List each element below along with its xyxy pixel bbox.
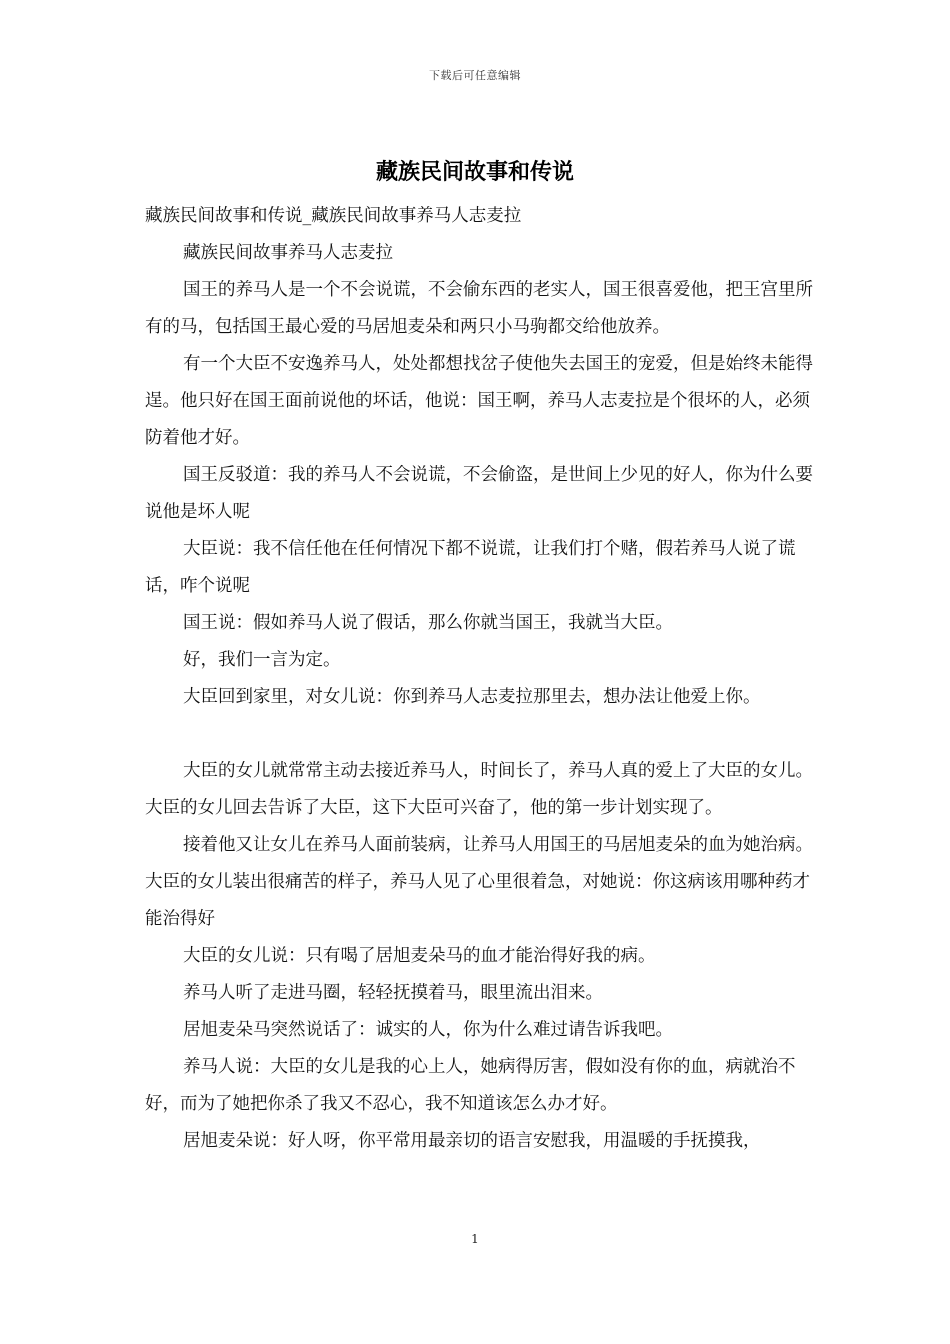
body-paragraph: 养马人听了走进马圈，轻轻抚摸着马，眼里流出泪来。: [183, 983, 603, 1003]
body-paragraph: 有一个大臣不安逸养马人，处处都想找岔子使他失去国王的宠爱，但是始终未能得逞。他只好在国王面前说他的坏话，他说：国王啊，养马人志麦拉是个很坏的人，必须防着他才好。: [145, 354, 813, 448]
body-paragraph: 居旭麦朵马突然说话了：诚实的人，你为什么难过请告诉我吧。: [183, 1020, 673, 1040]
page-number: 1: [471, 1232, 479, 1246]
body-paragraph: 国王的养马人是一个不会说谎，不会偷东西的老实人，国王很喜爱他，把王宫里所有的马，包括国王最心爱的马居旭麦朵和两只小马驹都交给他放养。: [145, 280, 813, 337]
body-paragraph: 好，我们一言为定。: [183, 650, 341, 670]
body-paragraph-subtitle: 藏族民间故事和传说_藏族民间故事养马人志麦拉: [145, 206, 522, 226]
body-paragraph: 大臣的女儿就常常主动去接近养马人，时间长了，养马人真的爱上了大臣的女儿。大臣的女儿回去告诉了大臣，这下大臣可兴奋了，他的第一步计划实现了。: [145, 761, 813, 818]
document-title: 藏族民间故事和传说: [375, 159, 574, 185]
body-paragraph: 大臣回到家里，对女儿说：你到养马人志麦拉那里去，想办法让他爱上你。: [183, 687, 761, 707]
body-paragraph: 藏族民间故事养马人志麦拉: [183, 243, 393, 263]
body-paragraph: 大臣的女儿说：只有喝了居旭麦朵马的血才能治得好我的病。: [183, 946, 656, 966]
document-body: [145, 198, 820, 1160]
body-paragraph: 国王说：假如养马人说了假话，那么你就当国王，我就当大臣。: [183, 613, 673, 633]
body-paragraph: 居旭麦朵说：好人呀，你平常用最亲切的语言安慰我，用温暖的手抚摸我，: [183, 1131, 761, 1151]
body-paragraph: 大臣说：我不信任他在任何情况下都不说谎，让我们打个赌，假若养马人说了谎话，咋个说呢: [145, 539, 796, 596]
paragraph-spacer: [145, 716, 820, 753]
body-paragraph: 接着他又让女儿在养马人面前装病，让养马人用国王的马居旭麦朵的血为她治病。大臣的女儿装出很痛苦的样子，养马人见了心里很着急，对她说：你这病该用哪种药才能治得好: [145, 835, 813, 929]
page-header-note: 下载后可任意编辑: [429, 69, 521, 82]
body-paragraph: 国王反驳道：我的养马人不会说谎，不会偷盗，是世间上少见的好人，你为什么要说他是坏人呢: [145, 465, 813, 522]
body-paragraph: 养马人说：大臣的女儿是我的心上人，她病得厉害，假如没有你的血，病就治不好，而为了她把你杀了我又不忍心，我不知道该怎么办才好。: [145, 1057, 796, 1114]
